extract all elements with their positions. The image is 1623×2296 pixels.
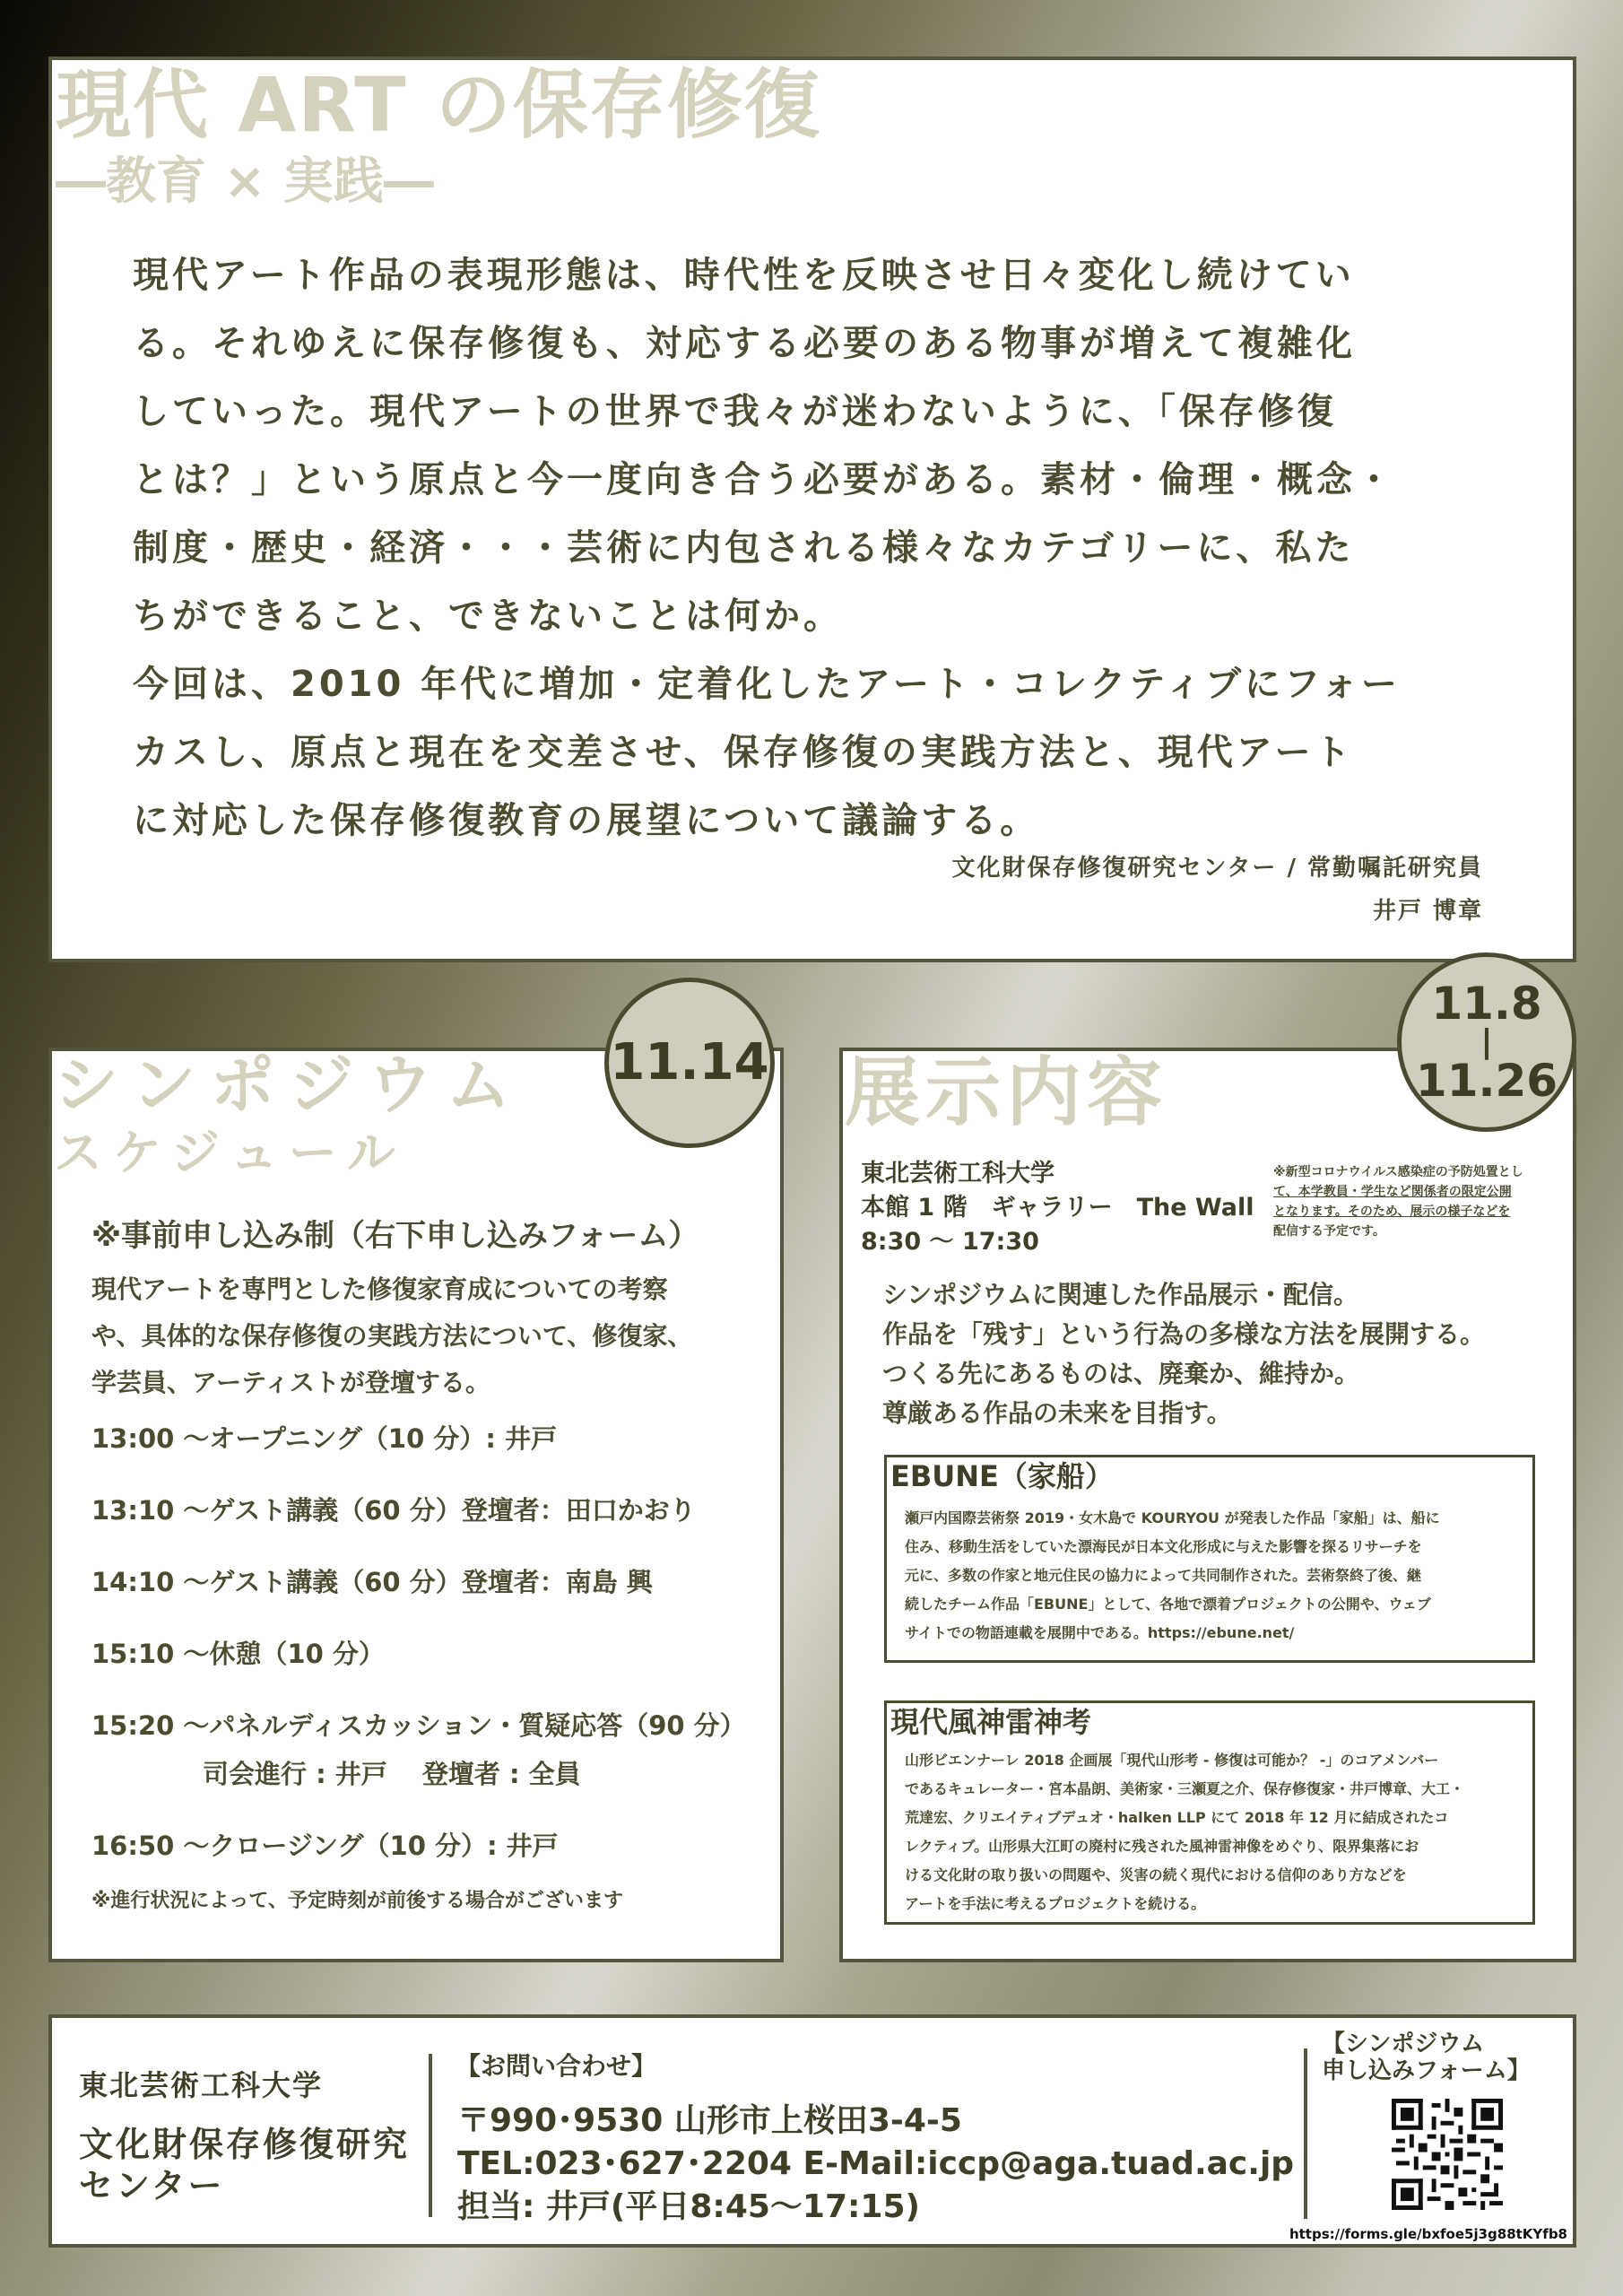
symposium-desc-line: や、具体的な保存修復の実践方法について、修復家、 [91, 1321, 693, 1351]
intro-line: していった。現代アートの世界で我々が迷わないように、「保存修復 [133, 391, 1337, 432]
panel-discussion-sub: 司会進行 : 井戸 登壇者 : 全員 [203, 1759, 581, 1789]
schedule-item: 13:00 ～オープニング（10 分）: 井戸 [91, 1423, 558, 1454]
symposium-title: シンポジウム [54, 1048, 525, 1123]
symposium-desc-line: 現代アートを専門とした修復家育成についての考察 [91, 1274, 668, 1304]
exhibition-panel [839, 1048, 1576, 1962]
registration-notice: ※事前申し込み制（右下申し込みフォーム） [91, 1218, 699, 1254]
fujin-raijin-line: ける文化財の取り扱いの問題や、災害の続く現代における信仰のあり方などを [905, 1866, 1407, 1883]
symposium-desc-line: 学芸員、アーティストが登壇する。 [91, 1368, 490, 1397]
fujin-raijin-title: 現代風神雷神考 [890, 1705, 1092, 1739]
ebune-line: サイトでの物語連載を展開中である。https://ebune.net/ [905, 1624, 1295, 1641]
intro-body [133, 241, 1532, 855]
covid-note [1273, 1162, 1523, 1241]
ebune-line: 住み、移動生活をしていた漂海民が日本文化形成に与えた影響を探るリサーチを [905, 1538, 1422, 1555]
footer-divider [429, 2054, 432, 2217]
schedule-footnote: ※進行状況によって、予定時刻が前後する場合がございます [91, 1890, 623, 1912]
intro-line: 今回は、2010 年代に増加・定着化したアート・コレクティブにフォー [133, 664, 1402, 705]
footer-divider-right [1304, 2048, 1307, 2219]
fujin-raijin-line: 荒達宏、クリエイティブデュオ・halken LLP にて 2018 年 12 月に結成されたコ [905, 1809, 1449, 1826]
fujin-raijin-box [884, 1700, 1535, 1925]
exhibition-desc-line: シンポジウムに関連した作品展示・配信。 [882, 1280, 1359, 1309]
main-subtitle: ―教育 × 実践― [56, 152, 434, 211]
footer-center-line: センター [79, 2166, 225, 2205]
symposium-date-badge [604, 978, 775, 1148]
ebune-line: 瀬戸内国際芸術祭 2019・女木島で KOURYOU が発表した作品「家船」は、船に [905, 1509, 1440, 1526]
fujin-raijin-line: レクティブ。山形県大江町の廃村に残された風神雷神像をめぐり、限界集落にお [905, 1838, 1419, 1855]
exhibition-date-badge [1397, 952, 1576, 1132]
symposium-desc [91, 1266, 692, 1406]
intro-line: ちができること、できないことは何か。 [133, 596, 843, 637]
venue-line: 8:30 ～ 17:30 [861, 1228, 1039, 1256]
covid-note-line: 配信する予定です。 [1273, 1224, 1385, 1239]
main-title: 現代 ART の保存修復 [56, 61, 821, 149]
venue [861, 1157, 1254, 1259]
schedule-item: 15:10 ～休憩（10 分） [91, 1639, 385, 1669]
contact-tel-email[interactable]: TEL:023･627･2204 E-Mail:iccp@aga.tuad.ac.jp [457, 2145, 1295, 2182]
intro-line: とは？」という原点と今一度向き合う必要がある。素材・倫理・概念・ [133, 459, 1395, 500]
intro-line: に対応した保存修復教育の展望について議論する。 [133, 800, 1040, 841]
intro-line: 現代アート作品の表現形態は、時代性を反映させ日々変化し続けてい [133, 255, 1355, 296]
covid-note-line: ※新型コロナウイルス感染症の予防処置とし [1273, 1165, 1523, 1179]
exhibition-date-end: 11.26 [1415, 1055, 1558, 1107]
footer-center-line: 文化財保存修復研究 [79, 2125, 411, 2164]
registration-form-url[interactable]: https://forms.gle/bxfoe5j3g88tKYfb8 [1289, 2226, 1567, 2242]
covid-note-line: て、本学教員・学生など関係者の限定公開 [1273, 1185, 1512, 1199]
covid-note-line: となります。そのため、展示の様子などを [1273, 1205, 1511, 1219]
contact-person: 担当: 井戸(平日8:45～17:15) [457, 2188, 920, 2225]
fujin-raijin-line: 山形ビエンナーレ 2018 企画展「現代山形考 - 修復は可能か？ -」のコアメンバー [905, 1752, 1439, 1769]
exhibition-title: 展示内容 [845, 1048, 1168, 1136]
venue-line: 東北芸術工科大学 [861, 1160, 1055, 1187]
symposium-panel [48, 1048, 784, 1962]
author-name: 井戸 博章 [1372, 898, 1483, 925]
schedule-item: 14:10 ～ゲスト講義（60 分）登壇者：南島 興 [91, 1567, 653, 1597]
registration-qr-code[interactable] [1392, 2099, 1503, 2210]
exhibition-desc-line: つくる先にあるものは、廃棄か、維持か。 [882, 1359, 1360, 1388]
footer-org-name: 東北芸術工科大学 [79, 2068, 324, 2102]
schedule-item: 16:50 ～クロージング（10 分）: 井戸 [91, 1831, 559, 1861]
form-heading-line: 【シンポジウム [1322, 2031, 1485, 2057]
ebune-title: EBUNE（家船） [890, 1459, 1114, 1493]
ebune-line: 元に、多数の作家と地元住民の協力によって共同制作された。芸術祭終了後、継 [905, 1567, 1422, 1584]
form-heading [1322, 2031, 1531, 2084]
footer-center-name [79, 2124, 410, 2206]
intro-line: 制度・歴史・経済・・・芸術に内包される様々なカテゴリーに、私た [133, 527, 1355, 569]
exhibition-desc-line: 作品を「残す」という行為の多様な方法を展開する。 [882, 1319, 1486, 1349]
intro-line: る。それゆえに保存修復も、対応する必要のある物事が増えて複雑化 [133, 323, 1356, 364]
contact-address: 〒990･9530 山形市上桜田3-4-5 [457, 2102, 962, 2139]
exhibition-desc-line: 尊厳ある作品の未来を目指す。 [882, 1398, 1232, 1428]
fujin-raijin-body [905, 1746, 1464, 1918]
contact-heading: 【お問い合わせ】 [456, 2051, 657, 2081]
exhibition-date-separator: | [1480, 1023, 1493, 1060]
footer-panel [48, 2014, 1576, 2248]
intro-panel [48, 57, 1576, 962]
ebune-line: 続したチーム作品「EBUNE」として、各地で漂着プロジェクトの公開や、ウェブ [905, 1596, 1431, 1613]
schedule-item: 13:10 ～ゲスト講義（60 分）登壇者：田口かおり [91, 1495, 696, 1526]
ebune-box [884, 1455, 1535, 1663]
fujin-raijin-line: であるキュレーター・宮本晶朗、美術家・三瀬夏之介、保存修復家・井戸博章、大工・ [905, 1780, 1465, 1797]
symposium-date: 11.14 [610, 1033, 769, 1091]
ebune-body [905, 1504, 1440, 1648]
venue-line: 本館 1 階 ギャラリー The Wall [861, 1194, 1254, 1222]
form-heading-line: 申し込みフォーム】 [1322, 2057, 1531, 2084]
author-affiliation: 文化財保存修復研究センター / 常勤嘱託研究員 [951, 855, 1483, 882]
exhibition-date-start: 11.8 [1431, 978, 1542, 1030]
exhibition-desc [882, 1275, 1485, 1433]
fujin-raijin-line: アートを手法に考えるプロジェクトを続ける。 [905, 1895, 1206, 1912]
schedule-item: 15:20 ～パネルディスカッション・質疑応答（90 分） [91, 1710, 746, 1741]
symposium-subtitle: スケジュール [54, 1125, 406, 1181]
intro-line: カスし、原点と現在を交差させ、保存修復の実践方法と、現代アート [133, 732, 1354, 773]
